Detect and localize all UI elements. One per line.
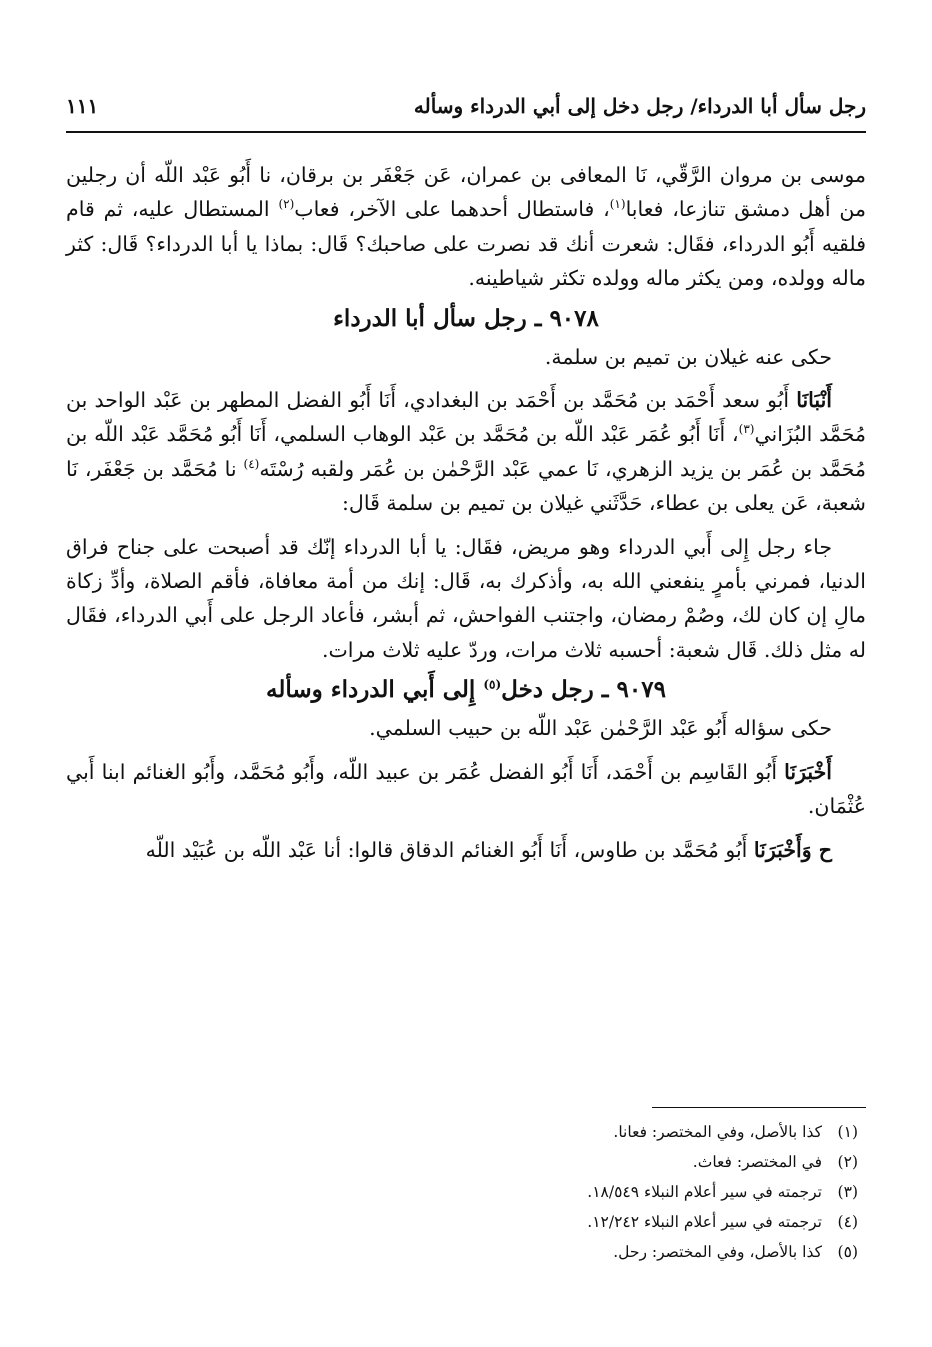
page-header bbox=[66, 84, 866, 128]
footnote-ref-3: (٣) bbox=[738, 422, 755, 437]
footnote: (٤) ترجمته في سير أعلام النبلاء ١٢/٢٤٢. bbox=[587, 1213, 858, 1231]
isnad-paragraph: أَخْبَرَنَا أَبُو القَاسِم بن أَحْمَد، أَنَا أَبُو الفضل عُمَر بن عبيد اللّه، وأَبُو مُحَمَّد، وأَبُو الغنائم ابنا أَبي عُثْمَان. bbox=[66, 759, 866, 819]
page-body bbox=[66, 158, 866, 867]
footnote-rule bbox=[652, 1107, 866, 1108]
footnote-ref-4: (٤) bbox=[243, 457, 260, 472]
footnote-ref-2: (٢) bbox=[278, 197, 295, 212]
isnad-paragraph: ح وَأَخْبَرَنَا أَبُو مُحَمَّد بن طاوس، أَنَا أَبُو الغنائم الدقاق قالوا: أنا عَبْد اللّه بن عُبَيْد اللّه bbox=[145, 837, 832, 862]
paragraph-continuation: موسى بن مروان الرَّقّي، نَا المعافى بن عمران، عَن جَعْفَر بن برقان، نا أَبُو عَبْد اللّه أن رجلين من أهل دمشق تنازعا، فعابا$^{(١)}$، فاستطال أحدهما على الآخر، فعاب$^{(٢)}$ المستطال عليه، ثم قام فلقيه أَبُو الدرداء، فقَال: شعرت أنك قد نصرت على صاحبك؟ قَال: بماذا يا أبا الدرداء؟ قَال: كثر ماله وولده، ومن يكثر ماله وولده تكثر شياطينه. bbox=[66, 163, 866, 291]
footnote-ref-5: (٥) bbox=[483, 677, 502, 692]
footnotes bbox=[66, 1117, 866, 1267]
isnad-lead-word: أَخْبَرَنَا bbox=[784, 759, 832, 784]
isnad-paragraph: أَنْبَانَا أَبُو سعد أَحْمَد بن مُحَمَّد بن أَحْمَد بن البغدادي، أَنَا أَبُو الفضل المطهر بن عَبْد الواحد بن مُحَمَّد البُزَاني$^{(٣)}$، أَنَا أَبُو عُمَر عَبْد اللّه بن مُحَمَّد بن عَبْد الوهاب السلمي، أَنَا أَبُو مُحَمَّد عَبْد اللّه بن مُحَمَّد بن عُمَر بن يزيد الزهري، نَا عمي عَبْد الرَّحْمٰن بن عُمَر ولقبه رُسْتَه$^{(٤)}$ نا مُحَمَّد بن جَعْفَر، نَا شعبة، عَن يعلى بن عطاء، حَدَّثَني غيلان بن تميم بن سلمة قَال: bbox=[66, 388, 866, 516]
isnad-lead-word: ح وَأَخْبَرَنَا bbox=[753, 837, 832, 862]
section-heading-9079: ٩٠٧٩ ـ رجل دخل$^{(٥)}$ إِلى أَبي الدرداء وسأله bbox=[266, 676, 666, 704]
section-intro: حكى عنه غيلان بن تميم بن سلمة. bbox=[544, 344, 832, 369]
footnote: (٥) كذا بالأصل، وفي المختصر: رحل. bbox=[613, 1243, 858, 1261]
running-title: رجل سأل أبا الدرداء/ رجل دخل إلى أبي الدرداء وسأله bbox=[413, 94, 866, 118]
section-intro: حكى سؤاله أَبُو عَبْد الرَّحْمٰن عَبْد اللّه بن حبيب السلمي. bbox=[369, 716, 832, 741]
section-heading-9078: ٩٠٧٨ ـ رجل سأل أبا الدرداء bbox=[333, 304, 599, 332]
footnote: (٣) ترجمته في سير أعلام النبلاء ١٨/٥٤٩. bbox=[587, 1183, 858, 1201]
matn-paragraph: جاء رجل إِلى أَبي الدرداء وهو مريض، فقَال: يا أبا الدرداء إنّك قد أصبحت على جناح فراق الدنيا، فمرني بأمرٍ ينفعني الله به، وأذكرك به، قَال: إنك من أمة معافاة، فأقم الصلاة، وأدِّ زكاة مالِ إن كان لك، وصُمْ رمضان، واجتنب الفواحش، ثم أبشر، فأعاد الرجل على أَبي الدرداء، فقَال له مثل ذلك. قَال شعبة: أحسبه ثلاث مرات، وردّ عليه ثلاث مرات. bbox=[66, 534, 866, 662]
footnote: (١) كذا بالأصل، وفي المختصر: فعانا. bbox=[613, 1123, 858, 1141]
footnote: (٢) في المختصر: فعاث. bbox=[692, 1153, 858, 1171]
header-rule bbox=[66, 131, 866, 133]
footnote-ref-1: (١) bbox=[609, 197, 626, 212]
isnad-lead-word: أَنْبَانَا bbox=[796, 388, 832, 413]
page-number: ١١١ bbox=[66, 94, 99, 118]
